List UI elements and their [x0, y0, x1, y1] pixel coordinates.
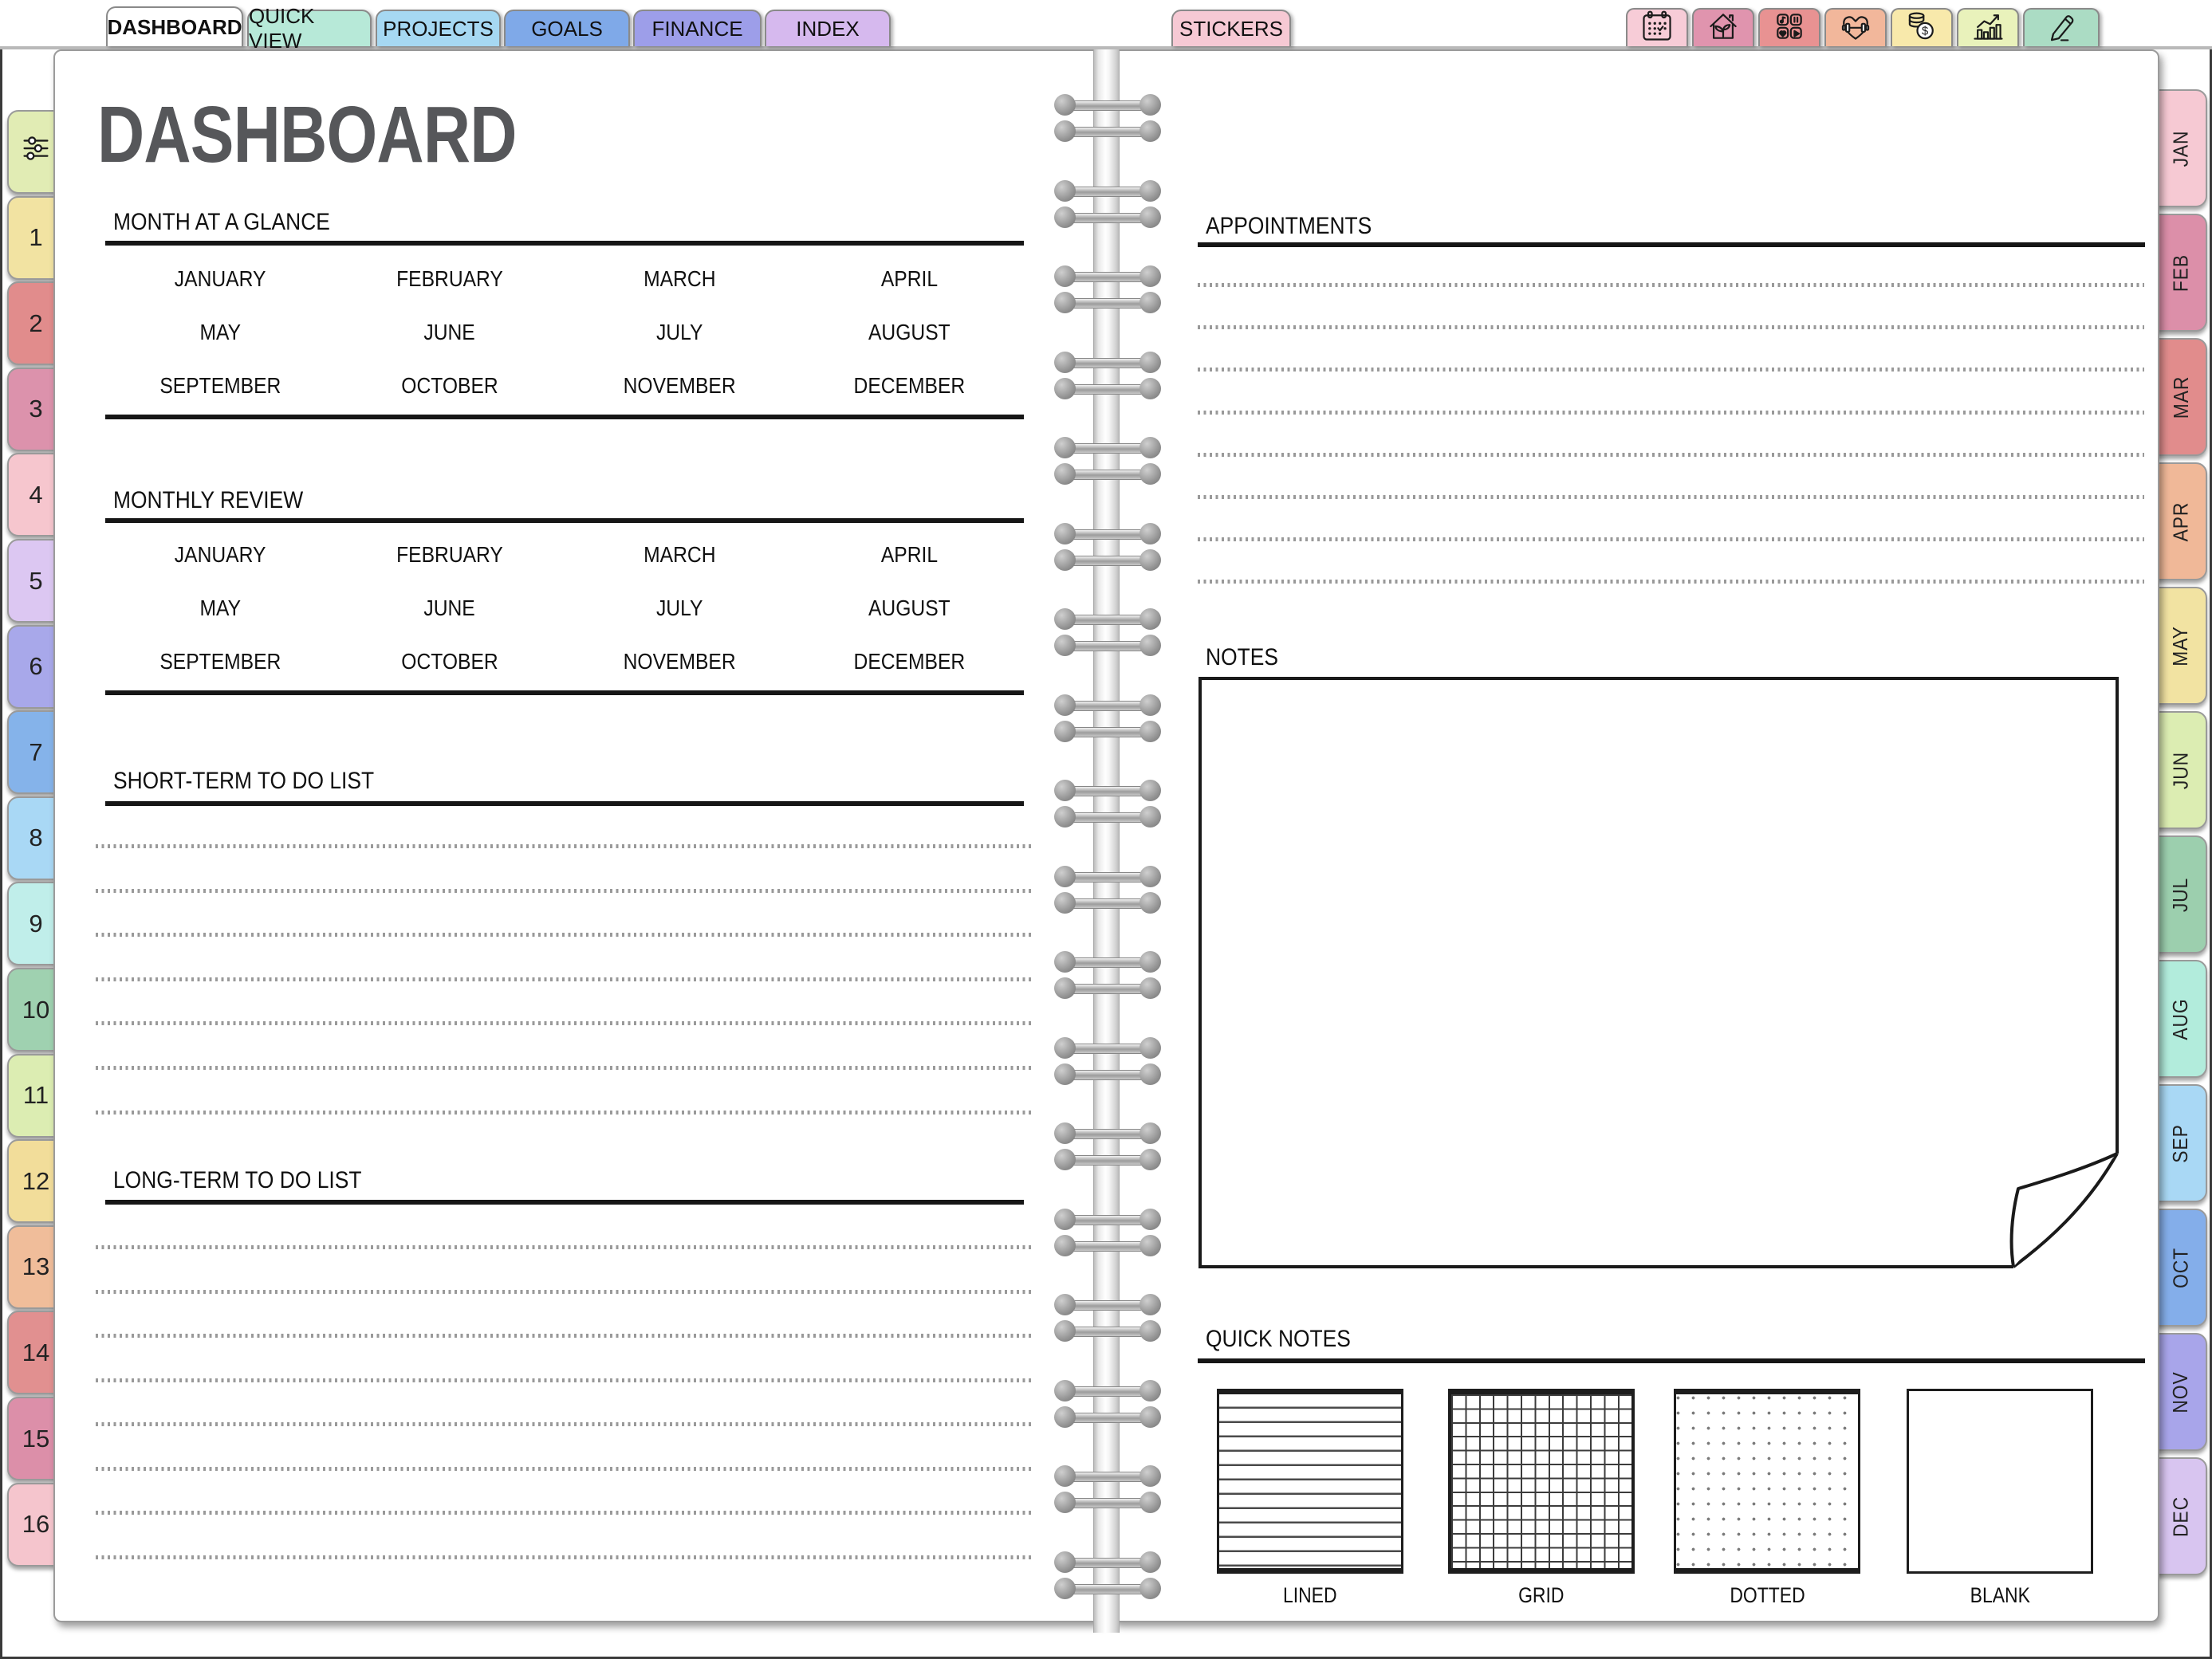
month-cell-september[interactable]: SEPTEMBER: [159, 648, 281, 674]
spiral-ring-ball: [1139, 1465, 1161, 1487]
writing-line: [96, 1290, 1032, 1294]
spiral-ring-ball: [1054, 1209, 1076, 1230]
tab-label: OCT: [2168, 1247, 2193, 1288]
writing-line: [96, 1111, 1032, 1115]
spiral-ring-ball: [1139, 1406, 1161, 1428]
spiral-ring: [1054, 1406, 1161, 1428]
spiral-ring-ball: [1054, 694, 1076, 716]
tab-label: MAR: [2168, 375, 2193, 419]
spiral-ring-ball: [1139, 206, 1161, 228]
writing-line: [1198, 453, 2144, 457]
writing-line: [1198, 283, 2144, 287]
tab-label: 4: [29, 480, 43, 509]
month-tab-jul[interactable]: [2155, 835, 2207, 953]
tab-label: 1: [29, 223, 43, 252]
spiral-ring-ball: [1139, 180, 1161, 202]
month-at-a-glance-grid: [105, 252, 1024, 412]
month-tab-may[interactable]: [2155, 587, 2207, 705]
pencil-icon: [2044, 9, 2079, 48]
month-tab-jun[interactable]: [2155, 711, 2207, 829]
spiral-ring: [1054, 523, 1161, 544]
spiral-ring-ball: [1139, 352, 1161, 373]
writing-line: [96, 1422, 1032, 1426]
tab-label: AUG: [2168, 997, 2193, 1040]
section-label-quick-notes: QUICK NOTES: [1206, 1326, 1351, 1352]
tab-bar-chart[interactable]: [1957, 8, 2019, 46]
spiral-ring-ball: [1054, 437, 1076, 458]
spiral-ring: [1054, 1578, 1161, 1599]
month-tab-oct[interactable]: [2155, 1209, 2207, 1327]
writing-line: [96, 1555, 1032, 1559]
tab-projects[interactable]: [376, 10, 501, 46]
section-rule: [105, 690, 1024, 695]
money-coins-icon: [1904, 9, 1939, 48]
spiral-ring: [1054, 951, 1161, 973]
spiral-ring-ball: [1054, 1063, 1076, 1085]
eco-house-icon: [1706, 9, 1741, 48]
tab-label: 8: [29, 824, 43, 852]
spiral-ring: [1054, 977, 1161, 999]
spiral-ring-ball: [1054, 977, 1076, 999]
section-label-appointments: APPOINTMENTS: [1206, 213, 1372, 239]
spiral-ring-ball: [1054, 780, 1076, 801]
spiral-ring: [1054, 635, 1161, 656]
month-cell-july[interactable]: JULY: [655, 319, 703, 344]
spiral-ring-ball: [1139, 1294, 1161, 1315]
spiral-ring-ball: [1054, 1294, 1076, 1315]
tab-pencil[interactable]: [2023, 8, 2100, 46]
month-cell-december[interactable]: DECEMBER: [853, 648, 965, 674]
spiral-ring-ball: [1054, 866, 1076, 887]
appointments-lines: [1198, 283, 2144, 584]
spiral-ring: [1054, 721, 1161, 742]
section-label-long-term: LONG-TERM TO DO LIST: [113, 1167, 362, 1193]
tab-label: 7: [29, 737, 43, 766]
month-tab-feb[interactable]: [2155, 214, 2207, 332]
spiral-ring-ball: [1139, 721, 1161, 742]
tab-label: 13: [22, 1252, 50, 1281]
svg-text:$: $: [1922, 25, 1929, 38]
section-rule: [1198, 1358, 2145, 1363]
writing-line: [96, 1245, 1032, 1249]
spiral-ring-ball: [1139, 635, 1161, 656]
writing-line: [1198, 368, 2144, 372]
spiral-ring: [1054, 1149, 1161, 1170]
tab-fitness-heart[interactable]: [1824, 8, 1887, 46]
month-cell-march[interactable]: MARCH: [643, 541, 716, 567]
writing-line: [1198, 537, 2144, 541]
spiral-ring-ball: [1139, 1320, 1161, 1342]
spiral-ring-ball: [1139, 1551, 1161, 1573]
spiral-ring-ball: [1139, 1149, 1161, 1170]
spiral-ring-ball: [1054, 549, 1076, 571]
spiral-ring-ball: [1054, 721, 1076, 742]
month-cell-may[interactable]: MAY: [199, 319, 241, 344]
left-page: [53, 49, 1105, 1622]
monthly-review-grid: [105, 528, 1024, 688]
spiral-ring-ball: [1054, 635, 1076, 656]
spiral-ring-ball: [1139, 1235, 1161, 1256]
spiral-ring: [1054, 180, 1161, 202]
month-cell-august[interactable]: AUGUST: [868, 595, 951, 620]
section-label-month-at-a-glance: MONTH AT A GLANCE: [113, 209, 330, 235]
spiral-ring-ball: [1054, 180, 1076, 202]
spiral-ring: [1054, 463, 1161, 485]
month-cell-november[interactable]: NOVEMBER: [623, 648, 736, 674]
spiral-ring-ball: [1139, 806, 1161, 828]
spiral-ring-ball: [1054, 1235, 1076, 1256]
spiral-ring-ball: [1139, 951, 1161, 973]
spiral-ring-ball: [1139, 265, 1161, 287]
quick-note-style-label: BLANK: [1970, 1583, 2030, 1607]
bar-chart-icon: [1970, 9, 2005, 48]
spiral-ring-ball: [1054, 523, 1076, 544]
spiral-ring: [1054, 608, 1161, 630]
spiral-ring-ball: [1054, 951, 1076, 973]
page-title: DASHBOARD: [97, 90, 517, 179]
tab-goals[interactable]: [504, 10, 630, 46]
spiral-ring: [1054, 292, 1161, 313]
tab-label: 9: [29, 909, 43, 938]
month-cell-november[interactable]: NOVEMBER: [623, 372, 736, 398]
spiral-ring-ball: [1054, 1465, 1076, 1487]
spiral-ring: [1054, 352, 1161, 373]
spiral-ring-ball: [1054, 1406, 1076, 1428]
spiral-ring-ball: [1139, 1063, 1161, 1085]
spiral-ring-ball: [1054, 1122, 1076, 1144]
spiral-ring-ball: [1054, 463, 1076, 485]
media-apps-icon: [1772, 9, 1807, 48]
writing-line: [1198, 325, 2144, 329]
month-cell-april[interactable]: APRIL: [880, 265, 938, 291]
tab-label: SEP: [2168, 1123, 2193, 1163]
tab-label: MAY: [2168, 625, 2193, 666]
spiral-ring-ball: [1139, 977, 1161, 999]
writing-line: [96, 977, 1032, 981]
spiral-ring-ball: [1139, 463, 1161, 485]
spiral-ring-ball: [1054, 892, 1076, 914]
spiral-ring: [1054, 1551, 1161, 1573]
month-cell-february[interactable]: FEBRUARY: [396, 541, 503, 567]
spiral-ring-ball: [1054, 206, 1076, 228]
section-rule: [105, 1200, 1024, 1205]
spiral-ring-ball: [1139, 1037, 1161, 1059]
month-tab-nov[interactable]: [2155, 1333, 2207, 1451]
spiral-ring-ball: [1139, 292, 1161, 313]
spiral-ring-ball: [1054, 352, 1076, 373]
spiral-ring: [1054, 866, 1161, 887]
tab-stickers[interactable]: STICKERS: [1171, 10, 1291, 46]
spiral-ring-ball: [1139, 120, 1161, 142]
spiral-ring: [1054, 437, 1161, 458]
spiral-ring-ball: [1139, 437, 1161, 458]
spiral-ring-ball: [1054, 1578, 1076, 1599]
writing-line: [96, 889, 1032, 893]
section-rule: [1198, 242, 2145, 247]
month-cell-june[interactable]: JUNE: [423, 595, 476, 620]
right-page: [1110, 49, 2159, 1622]
spiral-ring-ball: [1139, 1492, 1161, 1513]
spiral-ring-ball: [1054, 292, 1076, 313]
tab-label: 6: [29, 652, 43, 681]
month-cell-september[interactable]: SEPTEMBER: [159, 372, 281, 398]
quick-note-style-label: GRID: [1518, 1583, 1565, 1607]
month-cell-february[interactable]: FEBRUARY: [396, 265, 503, 291]
tab-label: FINANCE: [651, 16, 743, 41]
writing-line: [1198, 411, 2144, 415]
quick-note-style-label: DOTTED: [1729, 1583, 1805, 1607]
spiral-ring: [1054, 1209, 1161, 1230]
quick-note-style-blank[interactable]: [1907, 1389, 2093, 1574]
tab-label: QUICK VIEW: [249, 4, 315, 53]
section-rule: [105, 241, 1024, 246]
month-tab-apr[interactable]: [2155, 462, 2207, 580]
month-cell-may[interactable]: MAY: [199, 595, 241, 620]
writing-line: [96, 1334, 1032, 1338]
writing-line: [96, 1467, 1032, 1471]
tab-calendar[interactable]: [1626, 8, 1688, 46]
tab-quick-view[interactable]: [247, 4, 372, 53]
section-label-monthly-review: MONTHLY REVIEW: [113, 487, 304, 513]
tab-label: 5: [29, 566, 43, 595]
spiral-ring-ball: [1054, 806, 1076, 828]
month-cell-january[interactable]: JANUARY: [174, 541, 266, 567]
spiral-ring-ball: [1054, 1551, 1076, 1573]
spiral-ring: [1054, 892, 1161, 914]
month-cell-december[interactable]: DECEMBER: [853, 372, 965, 398]
spiral-ring-ball: [1054, 378, 1076, 399]
quick-note-style-lined[interactable]: [1217, 1389, 1403, 1574]
tab-money-coins[interactable]: [1891, 8, 1953, 46]
spiral-ring: [1054, 206, 1161, 228]
month-cell-october[interactable]: OCTOBER: [401, 372, 498, 398]
spiral-ring: [1054, 1320, 1161, 1342]
spiral-ring: [1054, 120, 1161, 142]
month-tab-jan[interactable]: [2155, 89, 2207, 207]
spiral-ring: [1054, 378, 1161, 399]
spiral-ring: [1054, 780, 1161, 801]
spiral-ring-ball: [1054, 1380, 1076, 1402]
tab-label: DASHBOARD: [107, 14, 242, 39]
writing-line: [96, 933, 1032, 937]
tab-finance[interactable]: [633, 10, 762, 46]
spiral-ring-ball: [1139, 694, 1161, 716]
month-cell-july[interactable]: JULY: [655, 595, 703, 620]
spiral-ring: [1054, 694, 1161, 716]
tab-label: FEB: [2168, 254, 2193, 292]
spiral-ring: [1054, 265, 1161, 287]
spiral-ring-ball: [1139, 608, 1161, 630]
writing-line: [96, 1378, 1032, 1382]
spiral-ring-ball: [1054, 1037, 1076, 1059]
month-tab-mar[interactable]: [2155, 338, 2207, 456]
spiral-ring-ball: [1054, 1320, 1076, 1342]
quick-note-style-label: LINED: [1283, 1583, 1337, 1607]
tab-label: 10: [22, 995, 50, 1024]
tab-index[interactable]: [765, 10, 891, 46]
spiral-ring-ball: [1054, 94, 1076, 116]
tab-dashboard[interactable]: [106, 6, 243, 46]
tab-label: PROJECTS: [383, 16, 494, 41]
spiral-ring-ball: [1054, 608, 1076, 630]
writing-line: [96, 1021, 1032, 1025]
tab-label: INDEX: [796, 16, 860, 41]
spiral-ring: [1054, 1294, 1161, 1315]
month-tab-dec[interactable]: [2155, 1457, 2207, 1575]
spiral-ring-ball: [1139, 892, 1161, 914]
notes-box-border-with-page-curl: [1198, 676, 2120, 1270]
writing-line: [96, 1511, 1032, 1515]
section-label-short-term: SHORT-TERM TO DO LIST: [113, 768, 375, 794]
spiral-ring: [1054, 1465, 1161, 1487]
spiral-ring-ball: [1054, 120, 1076, 142]
spiral-ring: [1054, 1037, 1161, 1059]
spiral-ring: [1054, 1492, 1161, 1513]
tab-label: 11: [22, 1081, 49, 1110]
tab-label: 12: [22, 1166, 50, 1195]
month-cell-april[interactable]: APRIL: [880, 541, 938, 567]
quick-note-style-dotted[interactable]: [1674, 1389, 1860, 1574]
spiral-ring-ball: [1054, 1492, 1076, 1513]
sliders-icon: [18, 131, 54, 174]
month-tab-aug[interactable]: [2155, 960, 2207, 1078]
writing-line: [1198, 580, 2144, 584]
spiral-ring-ball: [1139, 780, 1161, 801]
calendar-icon: [1639, 9, 1675, 48]
month-cell-march[interactable]: MARCH: [643, 265, 716, 291]
notes-box[interactable]: [1198, 676, 2120, 1270]
tab-label: JUL: [2168, 877, 2193, 912]
month-cell-june[interactable]: JUNE: [423, 319, 476, 344]
writing-line: [1198, 495, 2144, 499]
spiral-ring: [1054, 549, 1161, 571]
tab-media-apps[interactable]: [1758, 8, 1820, 46]
tab-label: JUN: [2168, 751, 2193, 789]
spiral-ring-ball: [1139, 1122, 1161, 1144]
spiral-ring: [1054, 94, 1161, 116]
tab-eco-house[interactable]: [1692, 8, 1754, 46]
tab-label: 15: [22, 1424, 50, 1453]
tab-label: 16: [22, 1510, 50, 1539]
spiral-ring-ball: [1139, 94, 1161, 116]
month-cell-october[interactable]: OCTOBER: [401, 648, 498, 674]
section-rule: [105, 415, 1024, 419]
spiral-ring-ball: [1139, 1578, 1161, 1599]
month-cell-january[interactable]: JANUARY: [174, 265, 266, 291]
spiral-ring-ball: [1139, 523, 1161, 544]
spiral-ring: [1054, 806, 1161, 828]
tab-label: DEC: [2168, 1496, 2193, 1537]
fitness-heart-icon: [1838, 9, 1873, 48]
tab-label: GOALS: [531, 16, 603, 41]
month-cell-august[interactable]: AUGUST: [868, 319, 951, 344]
tab-label: 2: [29, 309, 43, 337]
month-tab-sep[interactable]: [2155, 1084, 2207, 1202]
quick-note-style-grid[interactable]: [1448, 1389, 1635, 1574]
tab-label: NOV: [2168, 1370, 2193, 1413]
tab-label: 14: [22, 1338, 50, 1366]
spiral-ring-ball: [1054, 1149, 1076, 1170]
spiral-ring: [1054, 1380, 1161, 1402]
spiral-ring: [1054, 1063, 1161, 1085]
spiral-ring-ball: [1139, 1209, 1161, 1230]
writing-line: [96, 1066, 1032, 1070]
tab-label: JAN: [2168, 130, 2193, 167]
spiral-ring-ball: [1054, 265, 1076, 287]
section-rule: [105, 518, 1024, 523]
section-label-notes: NOTES: [1206, 644, 1278, 670]
spiral-ring-ball: [1139, 549, 1161, 571]
tab-label: APR: [2168, 501, 2193, 541]
long-term-lines: [96, 1245, 1032, 1560]
spiral-ring-ball: [1139, 866, 1161, 887]
section-rule: [105, 801, 1024, 806]
spiral-ring-ball: [1139, 1380, 1161, 1402]
spiral-ring: [1054, 1235, 1161, 1256]
spiral-ring: [1054, 1122, 1161, 1144]
short-term-lines: [96, 844, 1032, 1115]
tab-label: 3: [29, 395, 43, 423]
spiral-ring-ball: [1139, 378, 1161, 399]
writing-line: [96, 844, 1032, 848]
